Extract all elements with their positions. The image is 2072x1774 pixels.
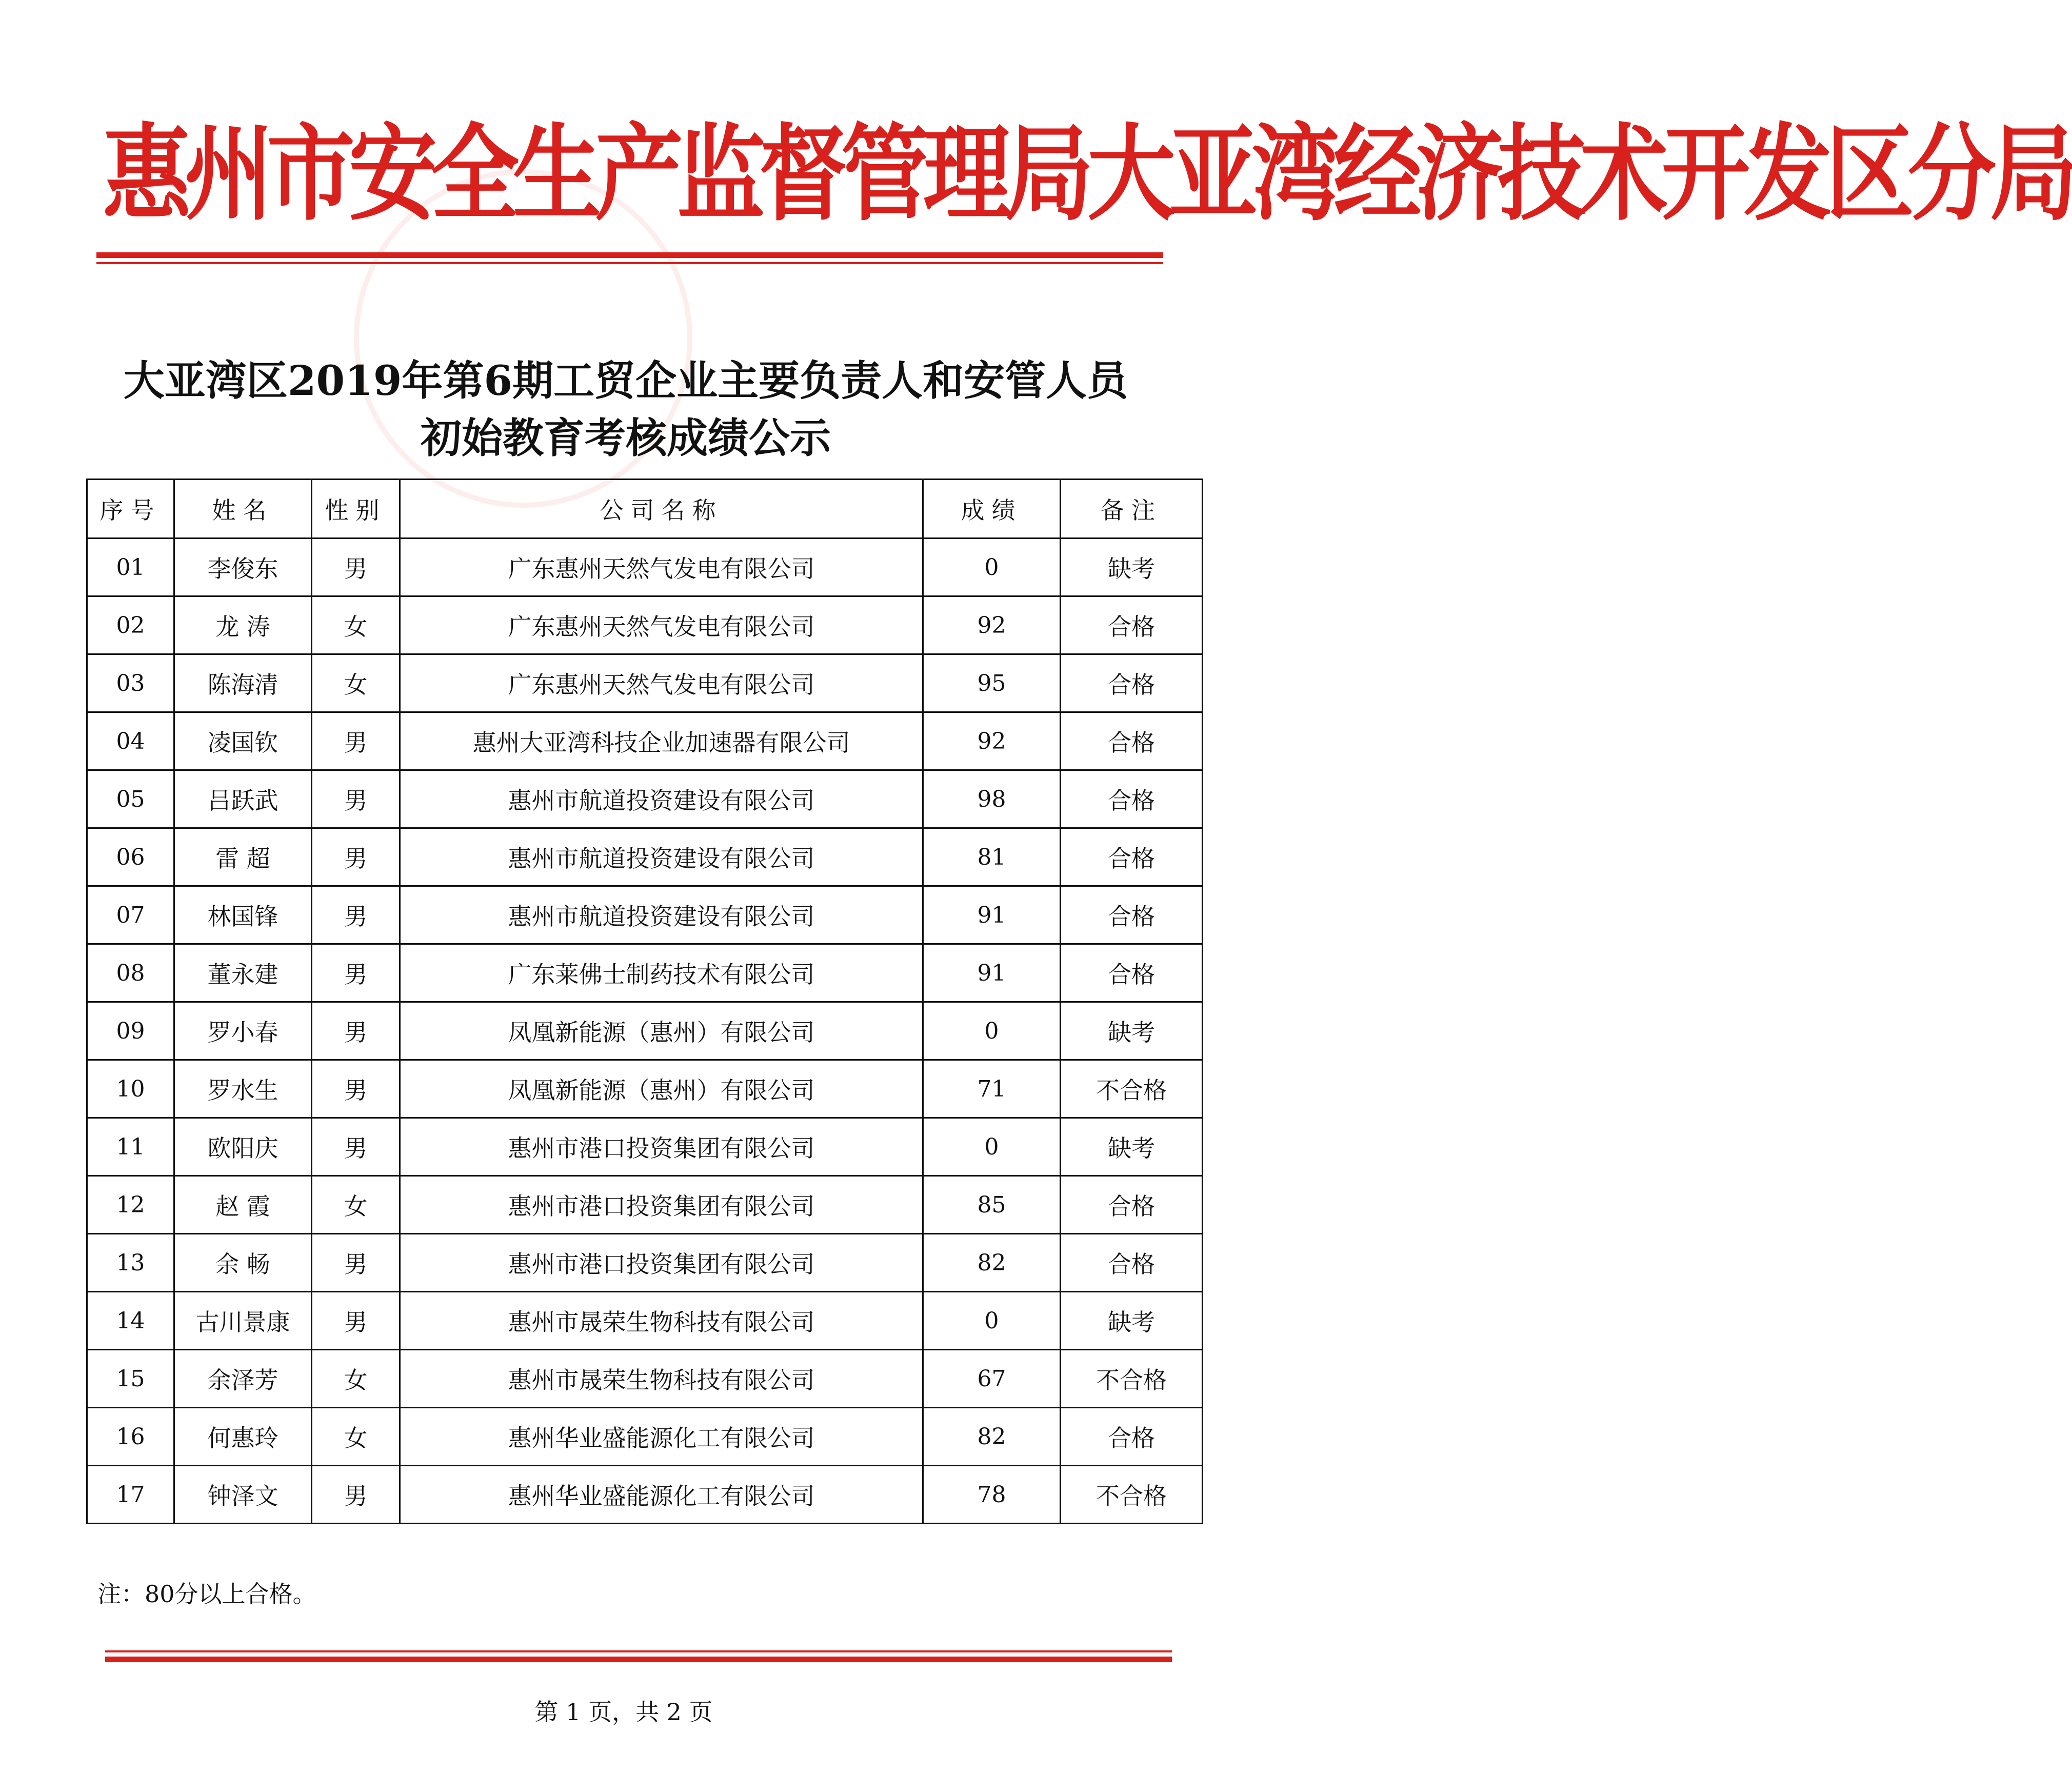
cell-company: 惠州市港口投资集团有限公司 (400, 1118, 923, 1176)
cell-remark: 合格 (1061, 944, 1203, 1002)
cell-gender: 男 (312, 886, 400, 944)
cell-name: 赵 霞 (174, 1176, 312, 1234)
cell-remark: 缺考 (1061, 539, 1203, 596)
cell-remark: 合格 (1061, 654, 1203, 712)
cell-name: 余 畅 (174, 1234, 312, 1292)
header-no: 序号 (87, 480, 174, 539)
table-row (87, 1234, 1203, 1292)
table-row (87, 712, 1203, 770)
cell-no: 05 (87, 770, 174, 828)
table-row (87, 1466, 1203, 1524)
cell-no: 11 (87, 1118, 174, 1176)
cell-name: 陈海清 (174, 654, 312, 712)
cell-name: 何惠玲 (174, 1408, 312, 1466)
cell-score: 85 (923, 1176, 1061, 1234)
cell-name: 吕跃武 (174, 770, 312, 828)
cell-remark: 缺考 (1061, 1118, 1203, 1176)
cell-name: 李俊东 (174, 539, 312, 596)
cell-gender: 女 (312, 1176, 400, 1234)
cell-name: 钟泽文 (174, 1466, 312, 1524)
cell-no: 08 (87, 944, 174, 1002)
cell-no: 14 (87, 1292, 174, 1350)
cell-name: 林国锋 (174, 886, 312, 944)
doc-title-line2: 初始教育考核成绩公示 (421, 414, 831, 462)
letterhead-rule-thin (96, 262, 1163, 264)
cell-no: 04 (87, 712, 174, 770)
cell-score: 92 (923, 596, 1061, 654)
cell-score: 0 (923, 539, 1061, 596)
table-row (87, 1408, 1203, 1466)
table-row (87, 828, 1203, 886)
cell-company: 惠州华业盛能源化工有限公司 (400, 1466, 923, 1524)
cell-score: 95 (923, 654, 1061, 712)
cell-remark: 合格 (1061, 828, 1203, 886)
cell-no: 12 (87, 1176, 174, 1234)
cell-remark: 合格 (1061, 1408, 1203, 1466)
table-row (87, 1292, 1203, 1350)
cell-score: 67 (923, 1350, 1061, 1408)
cell-name: 欧阳庆 (174, 1118, 312, 1176)
cell-name: 雷 超 (174, 828, 312, 886)
cell-company: 惠州市晟荣生物科技有限公司 (400, 1350, 923, 1408)
cell-company: 广东莱佛士制药技术有限公司 (400, 944, 923, 1002)
cell-gender: 男 (312, 1234, 400, 1292)
header-company: 公司名称 (400, 480, 923, 539)
cell-no: 01 (87, 539, 174, 596)
cell-name: 罗小春 (174, 1002, 312, 1060)
header-gender: 性别 (312, 480, 400, 539)
table-header-row (87, 480, 1203, 539)
cell-remark: 合格 (1061, 712, 1203, 770)
cell-company: 凤凰新能源（惠州）有限公司 (400, 1002, 923, 1060)
score-table (86, 479, 1203, 1524)
cell-gender: 男 (312, 712, 400, 770)
table-row (87, 1350, 1203, 1408)
cell-gender: 男 (312, 1060, 400, 1118)
cell-company: 惠州市港口投资集团有限公司 (400, 1234, 923, 1292)
cell-name: 古川景康 (174, 1292, 312, 1350)
letterhead-org-name: 惠州市安全生产监督管理局大亚湾经济技术开发区分局 (103, 113, 2072, 235)
cell-score: 71 (923, 1060, 1061, 1118)
table-row (87, 1060, 1203, 1118)
cell-score: 91 (923, 944, 1061, 1002)
page-number: 第 1 页，共 2 页 (534, 1698, 713, 1726)
cell-gender: 男 (312, 1002, 400, 1060)
cell-company: 广东惠州天然气发电有限公司 (400, 654, 923, 712)
cell-name: 董永建 (174, 944, 312, 1002)
table-row (87, 1002, 1203, 1060)
cell-company: 惠州市港口投资集团有限公司 (400, 1176, 923, 1234)
cell-gender: 女 (312, 1350, 400, 1408)
cell-company: 广东惠州天然气发电有限公司 (400, 596, 923, 654)
cell-no: 10 (87, 1060, 174, 1118)
cell-remark: 不合格 (1061, 1466, 1203, 1524)
cell-score: 78 (923, 1466, 1061, 1524)
footer-rule-thin (105, 1650, 1172, 1652)
cell-no: 02 (87, 596, 174, 654)
cell-gender: 女 (312, 654, 400, 712)
header-score: 成绩 (923, 480, 1061, 539)
table-row (87, 1176, 1203, 1234)
cell-no: 07 (87, 886, 174, 944)
cell-gender: 男 (312, 770, 400, 828)
cell-no: 06 (87, 828, 174, 886)
cell-gender: 男 (312, 1118, 400, 1176)
cell-gender: 男 (312, 1292, 400, 1350)
cell-company: 惠州市航道投资建设有限公司 (400, 828, 923, 886)
table-row (87, 1118, 1203, 1176)
cell-remark: 不合格 (1061, 1350, 1203, 1408)
cell-remark: 不合格 (1061, 1060, 1203, 1118)
cell-remark: 合格 (1061, 886, 1203, 944)
table-row (87, 944, 1203, 1002)
cell-name: 余泽芳 (174, 1350, 312, 1408)
cell-company: 惠州大亚湾科技企业加速器有限公司 (400, 712, 923, 770)
cell-no: 09 (87, 1002, 174, 1060)
cell-company: 惠州华业盛能源化工有限公司 (400, 1408, 923, 1466)
cell-score: 91 (923, 886, 1061, 944)
cell-score: 0 (923, 1002, 1061, 1060)
cell-remark: 缺考 (1061, 1002, 1203, 1060)
cell-no: 13 (87, 1234, 174, 1292)
cell-gender: 女 (312, 596, 400, 654)
table-row (87, 654, 1203, 712)
cell-remark: 合格 (1061, 1176, 1203, 1234)
cell-gender: 男 (312, 1466, 400, 1524)
pass-note: 注：80分以上合格。 (97, 1580, 316, 1608)
cell-remark: 合格 (1061, 596, 1203, 654)
table-row (87, 770, 1203, 828)
doc-title-line1: 大亚湾区2019年第6期工贸企业主要负责人和安管人员 (123, 356, 1128, 405)
cell-name: 龙 涛 (174, 596, 312, 654)
table-row (87, 539, 1203, 596)
cell-no: 16 (87, 1408, 174, 1466)
cell-company: 凤凰新能源（惠州）有限公司 (400, 1060, 923, 1118)
cell-no: 17 (87, 1466, 174, 1524)
cell-gender: 女 (312, 1408, 400, 1466)
cell-remark: 合格 (1061, 770, 1203, 828)
cell-score: 81 (923, 828, 1061, 886)
cell-company: 惠州市航道投资建设有限公司 (400, 770, 923, 828)
header-remark: 备注 (1061, 480, 1203, 539)
cell-score: 92 (923, 712, 1061, 770)
cell-gender: 男 (312, 828, 400, 886)
cell-company: 广东惠州天然气发电有限公司 (400, 539, 923, 596)
cell-company: 惠州市晟荣生物科技有限公司 (400, 1292, 923, 1350)
cell-company: 惠州市航道投资建设有限公司 (400, 886, 923, 944)
cell-gender: 男 (312, 539, 400, 596)
cell-name: 罗水生 (174, 1060, 312, 1118)
table-row (87, 596, 1203, 654)
footer-rule-thick (105, 1657, 1172, 1662)
cell-name: 凌国钦 (174, 712, 312, 770)
cell-gender: 男 (312, 944, 400, 1002)
cell-score: 82 (923, 1234, 1061, 1292)
cell-no: 03 (87, 654, 174, 712)
cell-score: 0 (923, 1118, 1061, 1176)
header-name: 姓名 (174, 480, 312, 539)
cell-remark: 缺考 (1061, 1292, 1203, 1350)
cell-no: 15 (87, 1350, 174, 1408)
letterhead-rule-thick (96, 252, 1163, 258)
cell-score: 98 (923, 770, 1061, 828)
table-row (87, 886, 1203, 944)
cell-score: 82 (923, 1408, 1061, 1466)
cell-score: 0 (923, 1292, 1061, 1350)
cell-remark: 合格 (1061, 1234, 1203, 1292)
